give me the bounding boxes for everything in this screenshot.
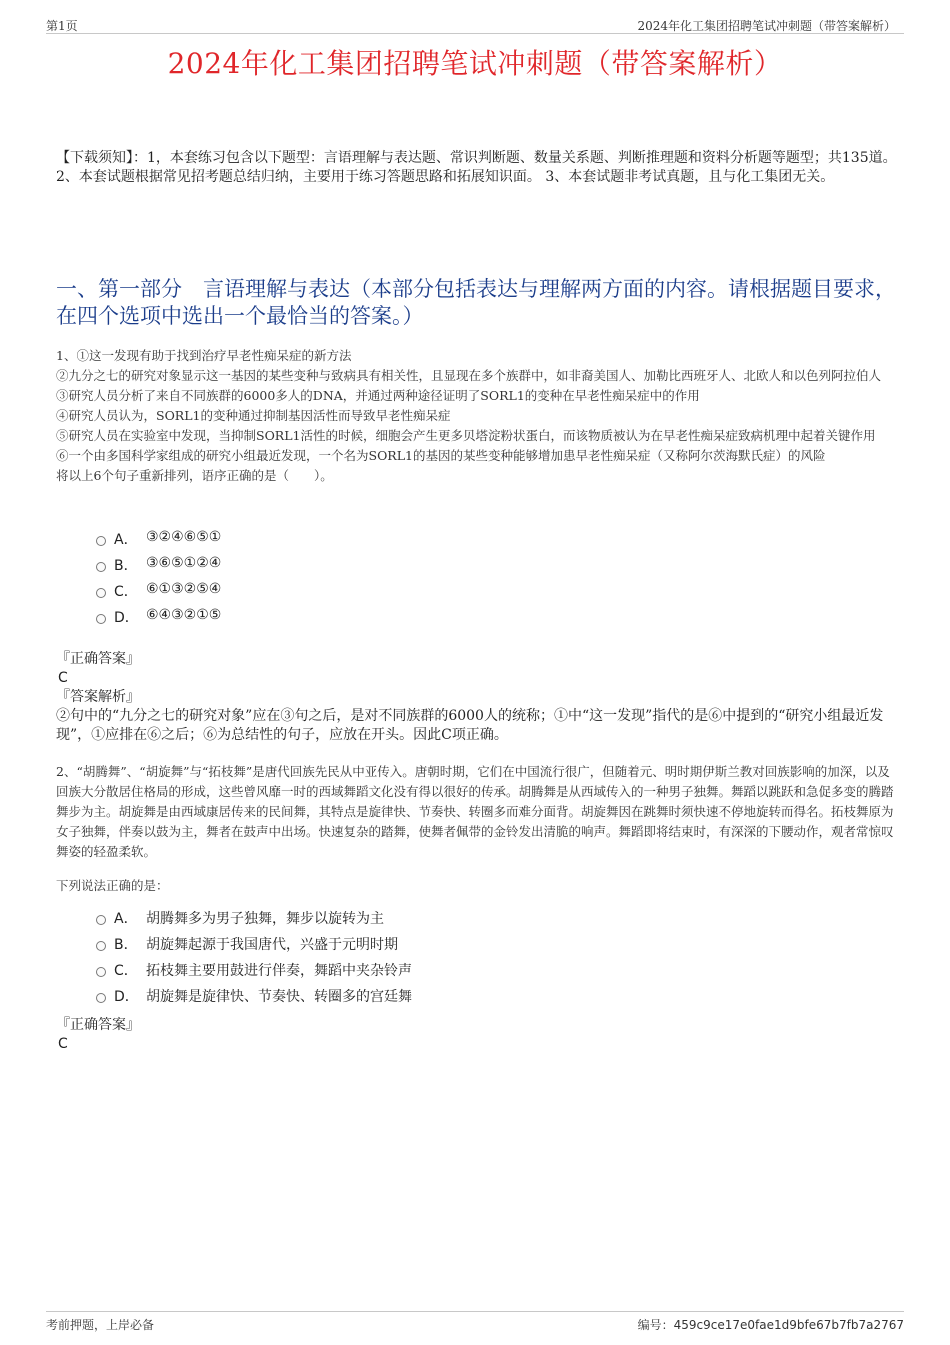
question-2-passage xyxy=(56,762,896,862)
download-notice: 【下载须知】：1，本套练习包含以下题型：言语理解与表达题、常识判断题、数量关系题、判断推理题和资料分析题等题型；共135道。 2、本套试题根据常见招考题总结归纳，主要用于练习答题思路和拓展知识面。 3、本套试题非考试真题，且与化工集团无关。 xyxy=(56,150,897,185)
radio-icon[interactable] xyxy=(96,562,106,572)
option-letter: A． xyxy=(114,532,138,548)
question-1-line: ⑤研究人员在实验室中发现，当抑制SORL1活性的时候，细胞会产生更多贝塔淀粉状蛋白，而该物质被认为在早老性痴呆症致病机理中起着关键作用 xyxy=(56,428,876,443)
radio-icon[interactable] xyxy=(96,536,106,546)
option-text: 拓枝舞主要用鼓进行伴奏，舞蹈中夹杂铃声 xyxy=(146,963,412,979)
option-letter: C． xyxy=(114,963,138,979)
question-1-line: ③研究人员分析了来自不同族群的6000多人的DNA，并通过两种途径证明了SORL1的变种在早老性痴呆症中的作用 xyxy=(56,388,700,403)
option-letter: D． xyxy=(114,610,139,626)
page-number: 第1页 xyxy=(46,19,78,33)
radio-icon[interactable] xyxy=(96,915,106,925)
option-text: 胡旋舞是旋律快、节奏快、转圈多的宫廷舞 xyxy=(146,989,412,1005)
question-1-line: 1、①这一发现有助于找到治疗早老性痴呆症的新方法 xyxy=(56,348,352,363)
footer-doc-id: 编号：459c9ce17e0fae1d9bfe67b7fb7a2767 xyxy=(637,1318,904,1332)
question-2-prompt xyxy=(56,876,896,896)
option-letter: A． xyxy=(114,911,138,927)
option-text: ⑥④③②①⑤ xyxy=(146,607,222,623)
question-1-line: 将以上6个句子重新排列，语序正确的是（ ）。 xyxy=(56,468,333,483)
question-1-line: ⑥一个由多国科学家组成的研究小组最近发现，一个名为SORL1的基因的某些变种能够增加患早老性痴呆症（又称阿尔茨海默氏症）的风险 xyxy=(56,448,826,463)
analysis-text: ②句中的“九分之七的研究对象”应在③句之后，是对不同族群的6000人的统称；①中“这一发现”指代的是⑥中提到的“研究小组最近发现”，①应排在⑥之后；⑥为总结性的句子，应放在开头。因此C项正确。 xyxy=(56,708,884,743)
question-1-option-a[interactable] xyxy=(96,529,596,555)
question-2-options xyxy=(96,908,596,1012)
option-letter: D． xyxy=(114,989,139,1005)
answer-value: C xyxy=(58,670,68,686)
question-1-stem xyxy=(56,346,896,486)
question-2-option-b[interactable] xyxy=(96,934,596,960)
option-text: ③②④⑥⑤① xyxy=(146,529,222,545)
option-letter: B． xyxy=(114,558,138,574)
option-letter: C． xyxy=(114,584,138,600)
question-1-options xyxy=(96,529,596,633)
option-text: 胡腾舞多为男子独舞，舞步以旋转为主 xyxy=(146,911,384,927)
answer-value: C xyxy=(58,1036,68,1052)
page-header xyxy=(46,14,904,34)
question-2-option-d[interactable] xyxy=(96,986,596,1012)
radio-icon[interactable] xyxy=(96,967,106,977)
question-2-answer xyxy=(56,1016,896,1054)
document-title: 2024年化工集团招聘笔试冲刺题（带答案解析） xyxy=(167,47,783,80)
option-text: 胡旋舞起源于我国唐代，兴盛于元明时期 xyxy=(146,937,398,953)
question-2-text: 2、“胡腾舞”、“胡旋舞”与“拓枝舞”是唐代回族先民从中亚传入。唐朝时期，它们在中国流行很广，但随着元、明时期伊斯兰教对回族影响的加深，以及回族大分散居住格局的形成，这些曾风靡一时的西域舞蹈文化没有得以很好的传承。胡腾舞是从西域传入的一种男子独舞。舞蹈以跳跃和急促多变的腾踏舞步为主。胡旋舞是由西域康居传来的民间舞，其特点是旋律快、节奏快、转圈多而难分面背。胡旋舞因在跳舞时须快速不停地旋转而得名。拓枝舞原为女子独舞，伴奏以鼓为主，舞者在鼓声中出场。快速复杂的踏舞，使舞者佩带的金铃发出清脆的响声。舞蹈即将结束时，有深深的下腰动作，观者常惊叹舞姿的轻盈柔软。 xyxy=(56,764,894,859)
question-1-option-d[interactable] xyxy=(96,607,596,633)
option-letter: B． xyxy=(114,937,138,953)
question-1-line: ②九分之七的研究对象显示这一基因的某些变种与致病具有相关性，且显现在多个族群中，如非裔美国人、加勒比西班牙人、北欧人和以色列阿拉伯人 xyxy=(56,368,882,383)
question-1-answer xyxy=(56,650,896,745)
question-2-prompt-text: 下列说法正确的是： xyxy=(56,878,169,893)
radio-icon[interactable] xyxy=(96,993,106,1003)
question-2-option-c[interactable] xyxy=(96,960,596,986)
header-doc-title: 2024年化工集团招聘笔试冲刺题（带答案解析） xyxy=(637,19,896,33)
answer-label: 『正确答案』 xyxy=(56,651,140,667)
question-1-option-b[interactable] xyxy=(96,555,596,581)
radio-icon[interactable] xyxy=(96,941,106,951)
radio-icon[interactable] xyxy=(96,588,106,598)
option-text: ⑥①③②⑤④ xyxy=(146,581,222,597)
question-1-option-c[interactable] xyxy=(96,581,596,607)
page-footer xyxy=(46,1311,904,1334)
radio-icon[interactable] xyxy=(96,614,106,624)
answer-label: 『正确答案』 xyxy=(56,1017,140,1033)
analysis-label: 『答案解析』 xyxy=(56,689,140,705)
question-1-line: ④研究人员认为，SORL1的变种通过抑制基因活性而导致早老性痴呆症 xyxy=(56,408,451,423)
question-2-option-a[interactable] xyxy=(96,908,596,934)
option-text: ③⑥⑤①②④ xyxy=(146,555,222,571)
section-heading: 一、第一部分 言语理解与表达（本部分包括表达与理解两方面的内容。请根据题目要求，在四个选项中选出一个最恰当的答案。） xyxy=(56,277,896,328)
footer-slogan: 考前押题，上岸必备 xyxy=(46,1318,155,1332)
